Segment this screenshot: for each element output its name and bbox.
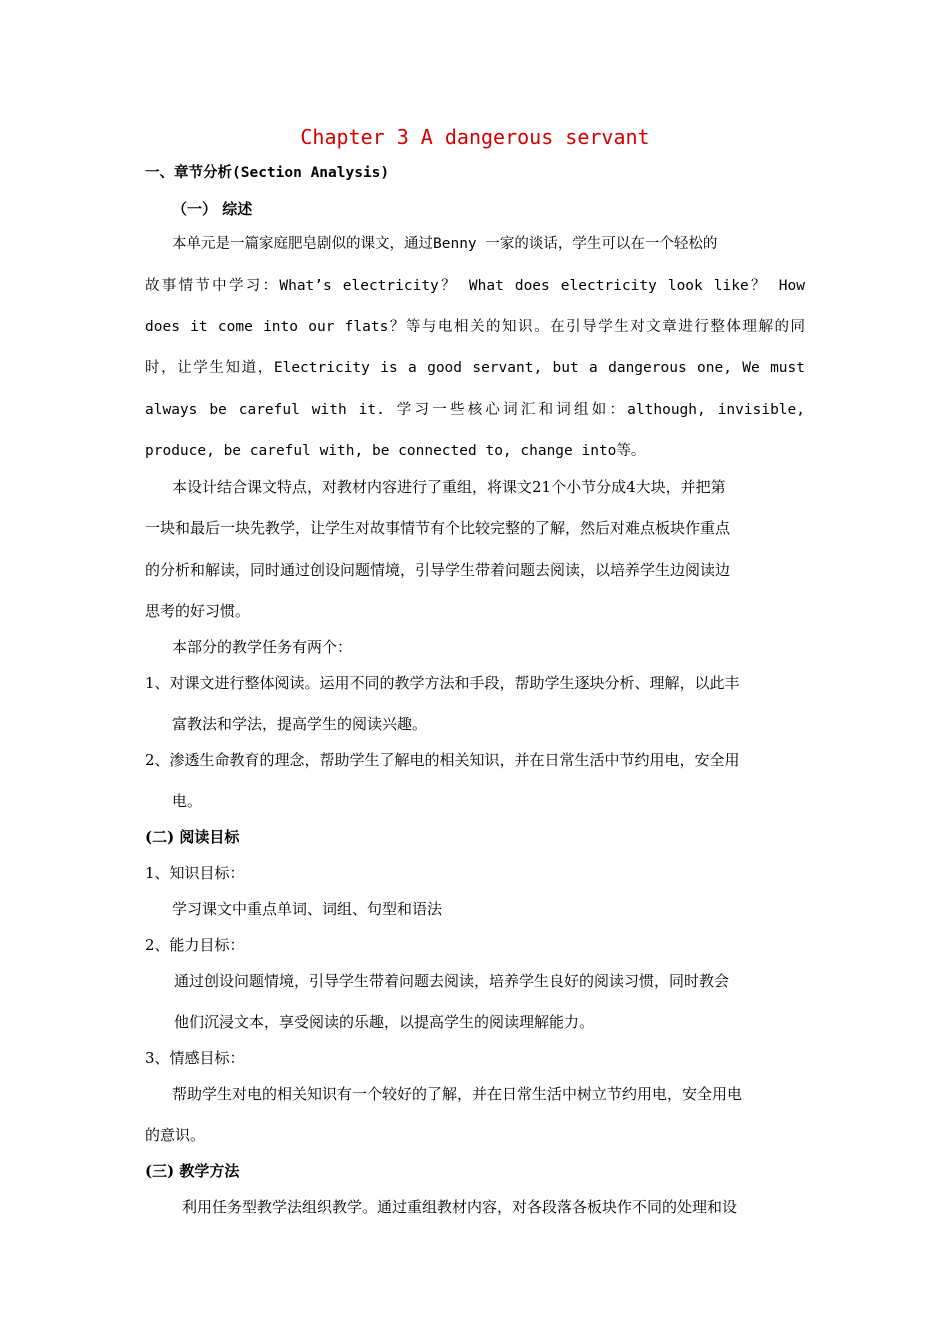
overview-p1-line3: does it come into our flats？等与电相关的知识。在引导学生对文章进行整体理解的同 (145, 319, 805, 335)
methods-text: 利用任务型教学法组织教学。通过重组教材内容，对各段落各板块作不同的处理和设 (182, 1198, 738, 1216)
task2-line1: 2、渗透生命教育的理念，帮助学生了解电的相关知识，并在日常生活中节约用电，安全用 (145, 751, 740, 769)
overview-p2-line2: 一块和最后一块先教学，让学生对故事情节有个比较完整的了解，然后对难点板块作重点 (145, 519, 731, 537)
emotion-goal-label: 3、情感目标： (145, 1049, 245, 1067)
overview-p1-line1: 本单元是一篇家庭肥皂剧似的课文，通过Benny 一家的谈话，学生可以在一个轻松的 (172, 236, 718, 252)
ability-goal-line1: 通过创设问题情境，引导学生带着问题去阅读，培养学生良好的阅读习惯，同时教会 (174, 972, 730, 990)
task1-line2: 富教法和学法，提高学生的阅读兴趣。 (172, 715, 428, 733)
document-title: Chapter 3 A dangerous servant (300, 125, 650, 149)
subsection-heading-overview: （一） 综述 (172, 200, 253, 218)
overview-p2-line4: 思考的好习惯。 (145, 602, 251, 620)
ability-goal-label: 2、能力目标： (145, 936, 245, 954)
overview-p1-line5: always be careful with it. 学习一些核心词汇和词组如：although, invisible, (145, 402, 805, 418)
overview-p2-line3: 的分析和解读，同时通过创设问题情境，引导学生带着问题去阅读，以培养学生边阅读边 (145, 561, 731, 579)
knowledge-goal-label: 1、知识目标： (145, 864, 245, 882)
task2-line2: 电。 (172, 792, 203, 810)
subsection-heading-methods: (三) 教学方法 (145, 1162, 240, 1180)
ability-goal-line2: 他们沉浸文本，享受阅读的乐趣，以提高学生的阅读理解能力。 (174, 1013, 595, 1031)
overview-p2-line1: 本设计结合课文特点，对教材内容进行了重组，将课文21个小节分成4大块，并把第 (172, 478, 726, 496)
overview-p1-line2: 故事情节中学习：What’s electricity？ What does electricity look like？ How (145, 278, 805, 294)
overview-p1-line6: produce, be careful with, be connected to, change into等。 (145, 443, 646, 459)
task1-line1: 1、对课文进行整体阅读。运用不同的教学方法和手段，帮助学生逐块分析、理解，以此丰 (145, 674, 740, 692)
subsection-heading-reading-goals: (二) 阅读目标 (145, 828, 240, 846)
overview-p1-line4: 时，让学生知道，Electricity is a good servant, but a dangerous one, We must (145, 360, 805, 376)
knowledge-goal-text: 学习课文中重点单词、词组、句型和语法 (172, 900, 443, 918)
emotion-goal-line1: 帮助学生对电的相关知识有一个较好的了解，并在日常生活中树立节约用电，安全用电 (172, 1085, 743, 1103)
overview-p3: 本部分的教学任务有两个： (172, 638, 353, 656)
emotion-goal-line2: 的意识。 (145, 1126, 206, 1144)
section-heading-analysis: 一、章节分析(Section Analysis) (145, 165, 390, 181)
